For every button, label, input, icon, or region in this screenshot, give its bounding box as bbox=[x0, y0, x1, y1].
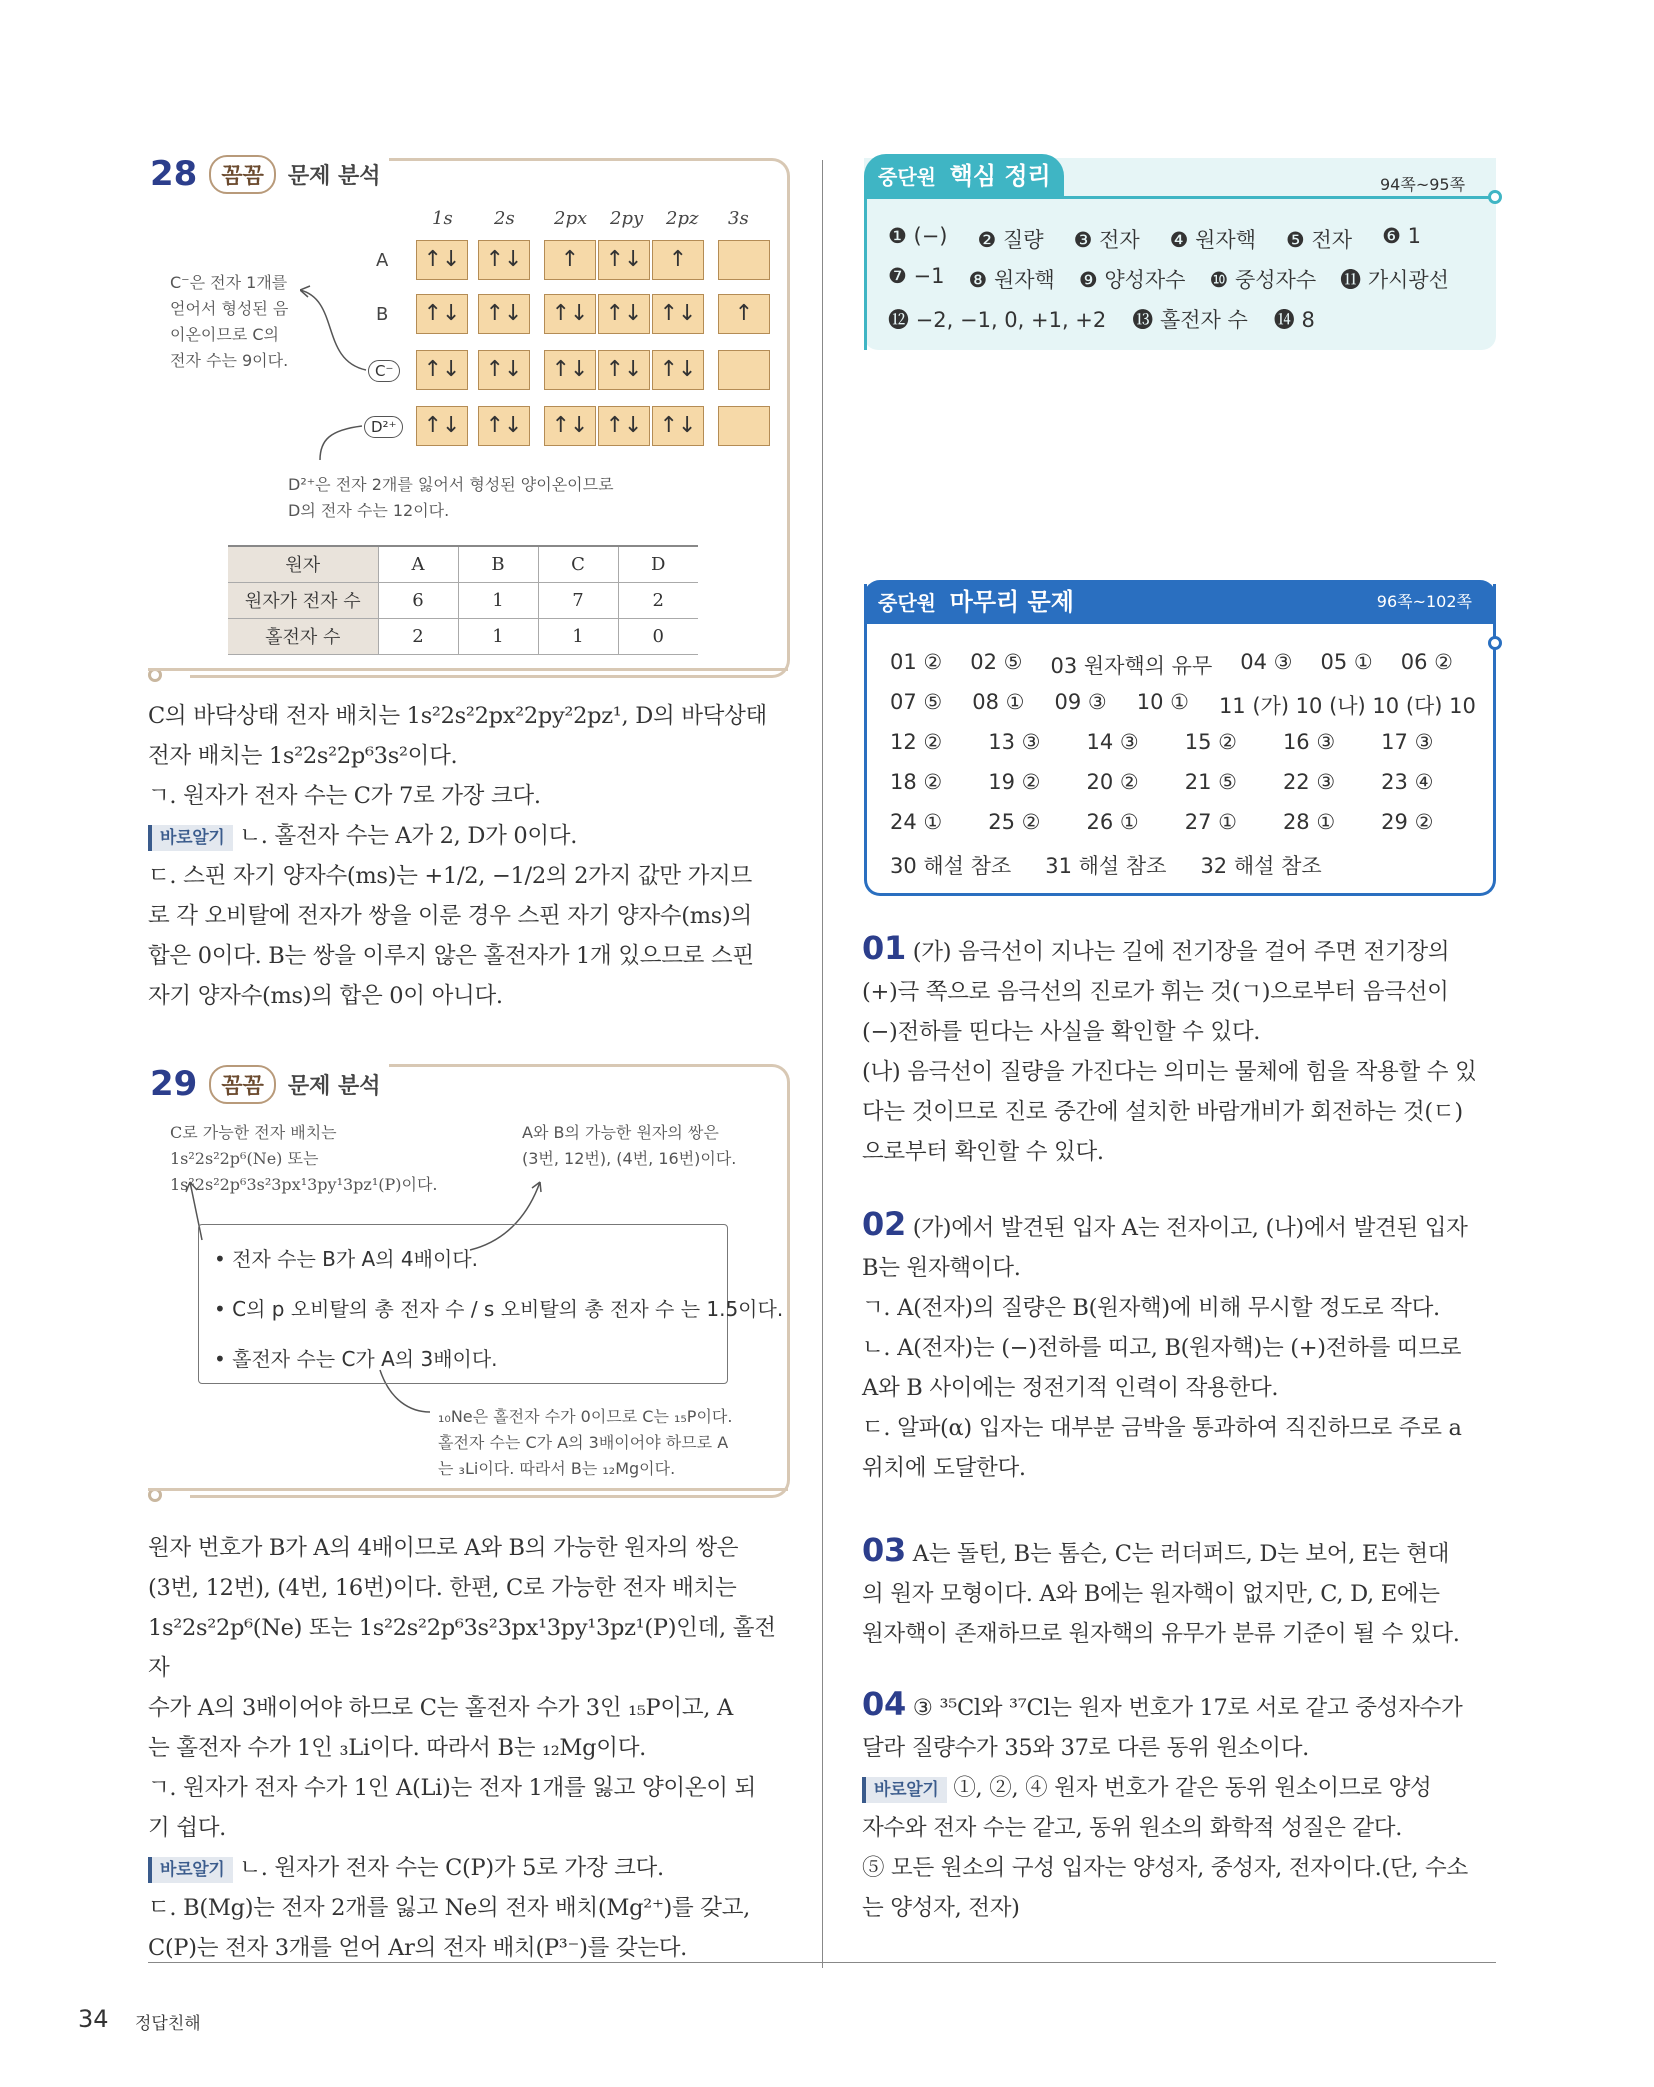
text-line bbox=[148, 1848, 796, 1888]
summary-left-rule bbox=[864, 196, 867, 350]
orbital-box: ↑↓ bbox=[416, 240, 468, 280]
text-line: 다는 것이므로 진로 중간에 설치한 바람개비가 회전하는 것(ㄷ) bbox=[862, 1099, 1463, 1125]
text-line: ㄱ. A(전자)의 질량은 B(원자핵)에 비해 무시할 정도로 작다. bbox=[862, 1295, 1440, 1321]
q29-bullets bbox=[214, 1234, 783, 1384]
text-line: ㄱ. 원자가 전자 수가 1인 A(Li)는 전자 1개를 잃고 양이온이 되 bbox=[148, 1775, 756, 1801]
table-row-label: 홀전자 수 bbox=[228, 618, 378, 654]
text-line: ㄷ. B(Mg)는 전자 2개를 잃고 Ne의 전자 배치(Mg²⁺)를 갖고, bbox=[148, 1895, 751, 1921]
note-line: A와 B의 가능한 원자의 쌍은 bbox=[522, 1123, 719, 1142]
summary-item: ⓮ 8 bbox=[1273, 308, 1315, 332]
summary-line-2 bbox=[888, 264, 1449, 294]
summary-item: ⓭ 홀전자 수 bbox=[1132, 308, 1248, 332]
table-cell: 6 bbox=[378, 582, 458, 618]
text-line: 달라 질량수가 35와 37로 다른 동위 원소이다. bbox=[862, 1735, 1309, 1761]
table-cell: 1 bbox=[458, 582, 538, 618]
text-span: (가)에서 발견된 입자 A는 전자이고, (나)에서 발견된 입자 bbox=[912, 1215, 1468, 1241]
text-line: A와 B 사이에는 정전기적 인력이 작용한다. bbox=[862, 1375, 1279, 1401]
row-label-d-ion: D²⁺ bbox=[364, 416, 403, 438]
answer-item: 32 해설 참조 bbox=[1200, 854, 1322, 878]
text-line: 자수와 전자 수는 같고, 동위 원소의 화학적 성질은 같다. bbox=[862, 1815, 1403, 1841]
text-line: 의 원자 모형이다. A와 B에는 원자핵이 없지만, C, D, E에는 bbox=[862, 1581, 1440, 1607]
text-line: ㄱ. 원자가 전자 수는 C가 7로 가장 크다. bbox=[148, 783, 541, 809]
answer-item: 08 ① bbox=[972, 690, 1025, 714]
summary-item: ❾ 양성자수 bbox=[1078, 268, 1186, 292]
text-line bbox=[862, 1530, 1498, 1574]
q29-number: 29 bbox=[150, 1064, 198, 1104]
text-line: 자기 양자수(ms)의 합은 0이 아니다. bbox=[148, 983, 503, 1009]
review-pages: 96쪽~102쪽 bbox=[1376, 592, 1472, 611]
text-span: (가) 음극선이 지나는 길에 전기장을 걸어 주면 전기장의 bbox=[912, 939, 1450, 965]
answer-item: 24 ① bbox=[890, 810, 943, 834]
note-line: 는 ₃Li이다. 따라서 B는 ₁₂Mg이다. bbox=[438, 1459, 676, 1478]
orbital-label-1s: 1s bbox=[432, 208, 453, 229]
q28-title: 문제 분석 bbox=[287, 163, 381, 189]
orbital-label-2s: 2s bbox=[494, 208, 515, 229]
answer-item: 01 ② bbox=[890, 650, 943, 674]
orbital-box: ↑↓ bbox=[598, 294, 650, 334]
note-line: C로 가능한 전자 배치는 bbox=[170, 1123, 337, 1142]
answer-item: 03 원자핵의 유무 bbox=[1050, 654, 1213, 678]
q28-number: 28 bbox=[150, 154, 198, 194]
summary-item: ❽ 원자핵 bbox=[968, 268, 1055, 292]
answer-item: 10 ① bbox=[1136, 690, 1189, 714]
q28-note-c bbox=[170, 270, 288, 374]
orbital-box: ↑↓ bbox=[598, 240, 650, 280]
review-row bbox=[890, 690, 1476, 720]
text-line bbox=[148, 816, 796, 856]
text-line: (나) 음극선이 질량을 가진다는 의미는 물체에 힘을 작용할 수 있 bbox=[862, 1059, 1477, 1085]
answer-item: 14 ③ bbox=[1086, 730, 1139, 754]
text-line: ㄴ. A(전자)는 (−)전하를 띠고, B(원자핵)는 (+)전하를 띠므로 bbox=[862, 1335, 1462, 1361]
answer-item: 04 ③ bbox=[1240, 650, 1293, 674]
answer-item: 13 ③ bbox=[988, 730, 1041, 754]
note-line: 전자 수는 9이다. bbox=[170, 351, 289, 370]
orbital-box: ↑↓ bbox=[652, 350, 704, 390]
text-line: 기 쉽다. bbox=[148, 1815, 227, 1841]
orbital-box bbox=[718, 350, 770, 390]
orbital-label-2pz: 2pz bbox=[666, 208, 699, 229]
text-line: 수가 A의 3배이어야 하므로 C는 홀전자 수가 3인 ₁₅P이고, A bbox=[148, 1695, 733, 1721]
answer-item: 26 ① bbox=[1086, 810, 1139, 834]
note-line: D²⁺은 전자 2개를 잃어서 형성된 양이온이므로 bbox=[288, 475, 614, 494]
q28-explanation bbox=[148, 696, 796, 1016]
orbital-box: ↑↓ bbox=[478, 240, 530, 280]
answer-number: 04 bbox=[862, 1685, 906, 1723]
q29-title: 문제 분석 bbox=[287, 1073, 381, 1099]
note-line: 1s²2s²2p⁶3s²3px¹3py¹3pz¹(P)이다. bbox=[170, 1175, 438, 1194]
answer-item: 07 ⑤ bbox=[890, 690, 943, 714]
orbital-box: ↑ bbox=[652, 240, 704, 280]
review-row bbox=[890, 730, 1433, 754]
summary-item: ❺ 전자 bbox=[1286, 228, 1353, 252]
barun-badge: 바로알기 bbox=[148, 825, 233, 851]
orbital-box: ↑↓ bbox=[416, 294, 468, 334]
answer-number: 03 bbox=[862, 1531, 906, 1569]
answer-item: 30 해설 참조 bbox=[890, 854, 1012, 878]
orbital-box bbox=[718, 406, 770, 446]
text-line bbox=[862, 1204, 1498, 1248]
orbital-box: ↑↓ bbox=[652, 406, 704, 446]
text-line: (3번, 12번), (4번, 16번)이다. 한편, C로 가능한 전자 배치는 bbox=[148, 1575, 737, 1601]
review-row bbox=[890, 650, 1453, 680]
barun-badge: 바로알기 bbox=[148, 1857, 233, 1883]
answer-item: 23 ④ bbox=[1381, 770, 1434, 794]
summary-item: ⓫ 가시광선 bbox=[1340, 268, 1449, 292]
text-line: 전자 배치는 1s²2s²2p⁶3s²이다. bbox=[148, 743, 458, 769]
answer-item: 21 ⑤ bbox=[1184, 770, 1237, 794]
summary-title: 핵심 정리 bbox=[949, 162, 1051, 190]
review-row bbox=[890, 810, 1433, 834]
q29-badge: 꼼꼼 bbox=[209, 1065, 276, 1104]
answer-item: 25 ② bbox=[988, 810, 1041, 834]
answer-item: 09 ③ bbox=[1054, 690, 1107, 714]
answer-01 bbox=[862, 928, 1498, 1172]
answer-item: 22 ③ bbox=[1282, 770, 1336, 794]
table-cell: 0 bbox=[618, 618, 698, 654]
orbital-box: ↑↓ bbox=[598, 350, 650, 390]
page-label: 정답친해 bbox=[135, 2014, 201, 2034]
text-line: 위치에 도달한다. bbox=[862, 1455, 1026, 1481]
answer-number: 02 bbox=[862, 1205, 906, 1243]
orbital-box: ↑↓ bbox=[652, 294, 704, 334]
summary-item: ❸ 전자 bbox=[1073, 228, 1140, 252]
q29-note-bottom bbox=[438, 1404, 732, 1482]
text-line: 1s²2s²2p⁶(Ne) 또는 1s²2s²2p⁶3s²3px¹3py¹3pz¹(P)인데, 홀전자 bbox=[148, 1615, 776, 1681]
text-line bbox=[862, 1684, 1498, 1728]
text-span: A는 돌턴, B는 톰슨, C는 러더퍼드, D는 보어, E는 현대 bbox=[912, 1541, 1450, 1567]
page-number: 34 bbox=[78, 2005, 109, 2033]
orbital-label-2py: 2py bbox=[610, 208, 644, 229]
summary-item: ❿ 중성자수 bbox=[1209, 268, 1317, 292]
text-line: (+)극 쪽으로 음극선의 진로가 휘는 것(ㄱ)으로부터 음극선이 bbox=[862, 979, 1449, 1005]
table-header-cell: D bbox=[618, 546, 698, 582]
row-label-c-ion: C⁻ bbox=[368, 360, 400, 382]
table-cell: 2 bbox=[378, 618, 458, 654]
summary-item: ❹ 원자핵 bbox=[1169, 228, 1256, 252]
answer-03 bbox=[862, 1530, 1498, 1654]
text-span: ①, ②, ④ 원자 번호가 같은 동위 원소이므로 양성 bbox=[953, 1775, 1432, 1801]
orbital-box: ↑ bbox=[544, 240, 596, 280]
row-label-b: B bbox=[376, 304, 389, 325]
q29-frame-bottom bbox=[148, 1488, 788, 1491]
orbital-box: ↑↓ bbox=[544, 350, 596, 390]
orbital-box: ↑ bbox=[718, 294, 770, 334]
table-header-cell: A bbox=[378, 546, 458, 582]
note-line: 1s²2s²2p⁶(Ne) 또는 bbox=[170, 1149, 319, 1168]
table-cell: 1 bbox=[458, 618, 538, 654]
answer-item: 15 ② bbox=[1184, 730, 1237, 754]
orbital-box: ↑↓ bbox=[544, 294, 596, 334]
text-line: (−)전하를 띤다는 사실을 확인할 수 있다. bbox=[862, 1019, 1261, 1045]
text-line: C(P)는 전자 3개를 얻어 Ar의 전자 배치(P³⁻)를 갖는다. bbox=[148, 1935, 687, 1961]
answer-item: 17 ③ bbox=[1381, 730, 1434, 754]
text-line: 원자핵이 존재하므로 원자핵의 유무가 분류 기준이 될 수 있다. bbox=[862, 1621, 1460, 1647]
note-line: 홀전자 수는 C가 A의 3배이어야 하므로 A bbox=[438, 1433, 729, 1452]
answer-item: 20 ② bbox=[1086, 770, 1139, 794]
table-cell: 1 bbox=[538, 618, 618, 654]
q28-table bbox=[228, 545, 698, 655]
text-span: ㄴ. 원자가 전자 수는 C(P)가 5로 가장 크다. bbox=[239, 1855, 664, 1881]
summary-line-1 bbox=[888, 224, 1421, 254]
orbital-box: ↑↓ bbox=[478, 406, 530, 446]
answer-item: 05 ① bbox=[1320, 650, 1373, 674]
note-line: 얻어서 형성된 음 bbox=[170, 299, 289, 318]
text-line: C의 바닥상태 전자 배치는 1s²2s²2px²2py²2pz¹, D의 바닥상태 bbox=[148, 703, 767, 729]
answer-item: 12 ② bbox=[890, 730, 943, 754]
text-line: ㄷ. 스핀 자기 양자수(ms)는 +1/2, −1/2의 2가지 값만 가지므 bbox=[148, 863, 752, 889]
orbital-box: ↑↓ bbox=[544, 406, 596, 446]
note-line: (3번, 12번), (4번, 16번)이다. bbox=[522, 1149, 737, 1168]
orbital-box: ↑↓ bbox=[598, 406, 650, 446]
answer-04 bbox=[862, 1684, 1498, 1928]
bullet-line: • 홀전자 수는 C가 A의 3배이다. bbox=[214, 1347, 498, 1371]
note-line: 이온이므로 C의 bbox=[170, 325, 279, 344]
review-tag: 중단원 bbox=[878, 591, 936, 615]
barun-badge: 바로알기 bbox=[862, 1777, 947, 1803]
table-header-cell: B bbox=[458, 546, 538, 582]
summary-end bbox=[1488, 190, 1502, 204]
table-header-cell: 원자 bbox=[228, 546, 378, 582]
text-line: 원자 번호가 B가 A의 4배이므로 A와 B의 가능한 원자의 쌍은 bbox=[148, 1535, 739, 1561]
q28-badge: 꼼꼼 bbox=[209, 155, 276, 194]
review-row bbox=[890, 850, 1322, 880]
answer-item: 06 ② bbox=[1400, 650, 1453, 674]
table-cell: 7 bbox=[538, 582, 618, 618]
summary-pages: 94쪽~95쪽 bbox=[1380, 175, 1466, 194]
text-span: ③ ³⁵Cl와 ³⁷Cl는 원자 번호가 17로 서로 같고 중성자수가 bbox=[912, 1695, 1463, 1721]
bullet-line: • 전자 수는 B가 A의 4배이다. bbox=[214, 1247, 478, 1271]
bullet-line: • C의 p 오비탈의 총 전자 수 / s 오비탈의 총 전자 수 는 1.5이다. bbox=[214, 1297, 784, 1321]
note-line: ₁₀Ne은 홀전자 수가 0이므로 C는 ₁₅P이다. bbox=[438, 1407, 733, 1426]
answer-item: 29 ② bbox=[1381, 810, 1434, 834]
orbital-box: ↑↓ bbox=[478, 294, 530, 334]
text-line: 으로부터 확인할 수 있다. bbox=[862, 1139, 1104, 1165]
review-tab bbox=[864, 580, 1496, 624]
review-end bbox=[1488, 636, 1502, 650]
orbital-box bbox=[718, 240, 770, 280]
answer-item: 31 해설 참조 bbox=[1045, 854, 1167, 878]
row-label-a: A bbox=[376, 250, 389, 271]
orbital-box: ↑↓ bbox=[416, 350, 468, 390]
summary-item: ❷ 질량 bbox=[977, 228, 1044, 252]
q28-note-d bbox=[288, 472, 614, 524]
orbital-label-2px: 2px bbox=[554, 208, 588, 229]
answer-item: 11 (가) 10 (나) 10 (다) 10 bbox=[1218, 694, 1476, 718]
column-divider bbox=[822, 160, 823, 1968]
answer-item: 27 ① bbox=[1184, 810, 1237, 834]
text-span: ㄴ. 홀전자 수는 A가 2, D가 0이다. bbox=[239, 823, 578, 849]
annotation-arrows bbox=[300, 270, 400, 470]
summary-line-3 bbox=[888, 304, 1315, 334]
q29-explanation bbox=[148, 1528, 796, 1968]
text-line bbox=[862, 1768, 1498, 1808]
answer-item: 19 ② bbox=[988, 770, 1041, 794]
summary-item: ❼ −1 bbox=[888, 264, 945, 288]
summary-item: ❶ (−) bbox=[888, 224, 948, 248]
text-line: 합은 0이다. B는 쌍을 이루지 않은 홀전자가 1개 있으므로 스핀 bbox=[148, 943, 754, 969]
text-line: 로 각 오비탈에 전자가 쌍을 이룬 경우 스핀 자기 양자수(ms)의 bbox=[148, 903, 752, 929]
note-line: D의 전자 수는 12이다. bbox=[288, 501, 450, 520]
answer-number: 01 bbox=[862, 929, 906, 967]
orbital-label-3s: 3s bbox=[728, 208, 749, 229]
summary-item: ❻ 1 bbox=[1382, 224, 1421, 248]
table-cell: 2 bbox=[618, 582, 698, 618]
q29-note-right bbox=[522, 1120, 736, 1172]
orbital-box: ↑↓ bbox=[478, 350, 530, 390]
review-row bbox=[890, 770, 1433, 794]
answer-item: 16 ③ bbox=[1282, 730, 1336, 754]
text-line: B는 원자핵이다. bbox=[862, 1255, 1021, 1281]
answer-02 bbox=[862, 1204, 1498, 1488]
text-line: ⑤ 모든 원소의 구성 입자는 양성자, 중성자, 전자이다.(단, 수소 bbox=[862, 1855, 1468, 1881]
text-line: 는 홀전자 수가 1인 ₃Li이다. 따라서 B는 ₁₂Mg이다. bbox=[148, 1735, 646, 1761]
summary-tab bbox=[864, 154, 1064, 198]
table-row-label: 원자가 전자 수 bbox=[228, 582, 378, 618]
orbital-box: ↑↓ bbox=[416, 406, 468, 446]
summary-item: ⓬ −2, −1, 0, +1, +2 bbox=[888, 308, 1107, 332]
answer-item: 02 ⑤ bbox=[970, 650, 1023, 674]
q28-frame-bottom bbox=[148, 668, 788, 671]
answer-item: 28 ① bbox=[1282, 810, 1336, 834]
review-title: 마무리 문제 bbox=[949, 588, 1074, 616]
answer-item: 18 ② bbox=[890, 770, 943, 794]
note-line: C⁻은 전자 1개를 bbox=[170, 273, 288, 292]
q29-header bbox=[150, 1064, 389, 1104]
text-line: 는 양성자, 전자) bbox=[862, 1895, 1020, 1921]
text-line bbox=[862, 928, 1498, 972]
table-header-cell: C bbox=[538, 546, 618, 582]
summary-tag: 중단원 bbox=[878, 165, 936, 189]
q28-header bbox=[150, 154, 389, 194]
text-line: ㄷ. 알파(α) 입자는 대부분 금박을 통과하여 직진하므로 주로 a bbox=[862, 1415, 1462, 1441]
